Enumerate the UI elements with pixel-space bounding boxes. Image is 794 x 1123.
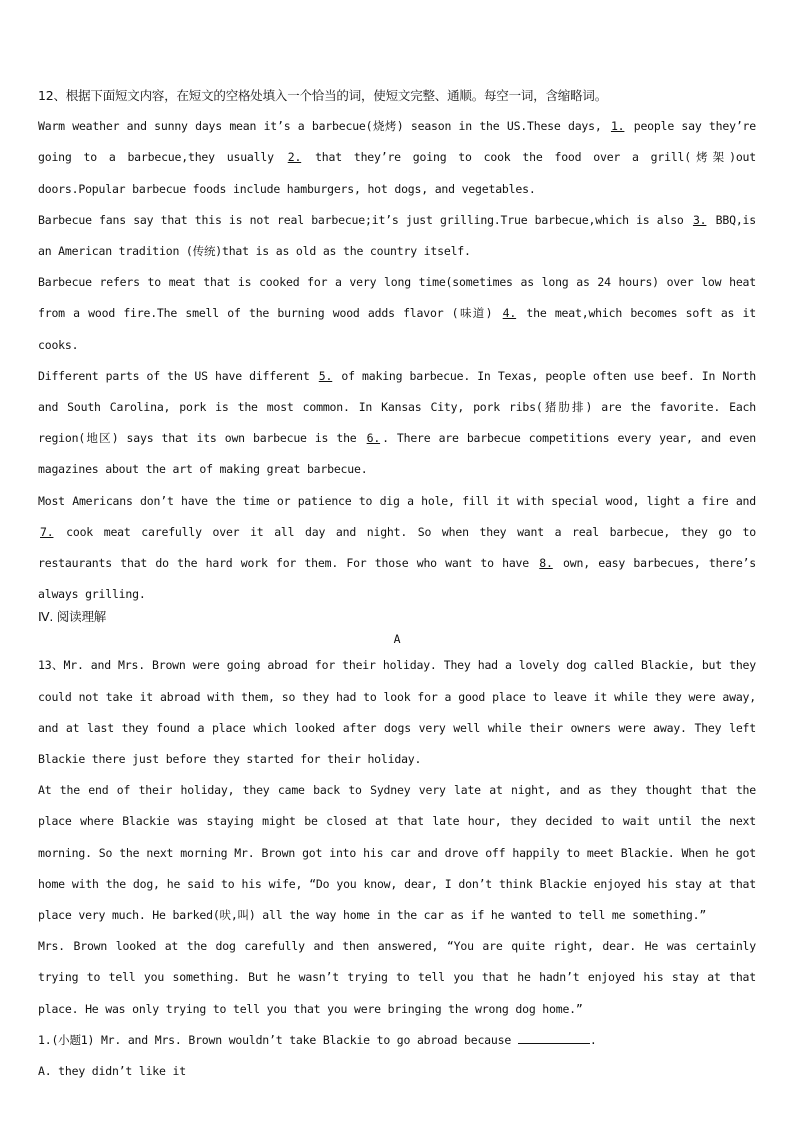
part-label: A (393, 632, 401, 647)
q13-paragraph-1: 13、Mr. and Mrs. Brown were going abroad for their holiday. They had a lovely dog called Blackie, but they could not take it abroad with them, so they had to look for a good place to leave it while they were away, and at last they found a place which looked after dogs very well while their owners were away. They left Blackie there just before they started for their holiday. (38, 658, 756, 767)
q12-p2-text-b: BBQ,is an American tradition (传统)that is as old as the country itself. (38, 212, 756, 259)
q12-paragraph-3 (38, 267, 756, 361)
question-1: 1.(小题1) Mr. and Mrs. Brown wouldn’t take Blackie to go abroad because . (38, 1032, 597, 1047)
section-heading: Ⅳ. 阅读理解 (38, 609, 107, 625)
blank-2[interactable]: 2. (287, 150, 302, 165)
answer-blank[interactable] (518, 1031, 590, 1044)
q13-paragraph-3: Mrs. Brown looked at the dog carefully and then answered, “You are quite right, dear. He was certainly trying to tell you something. But he wasn’t trying to tell you that he hadn’t enjoyed his stay at that place. He was only trying to tell you that you were bringing the wrong dog home.” (38, 939, 756, 1016)
q12-p5-text-b: cook meat carefully over it all day and night. So when they want a real barbecue, they go to restaurants that do the hard work for them. For those who want to have (38, 524, 756, 571)
q13-paragraph-2: At the end of their holiday, they came back to Sydney very late at night, and as they thought that the place where Blackie was staying might be closed at that late hour, they decided to wait until the next morning. So the next morning Mr. Brown got into his car and drove off happily to meet Blackie. When he got home with the dog, he said to his wife, “Do you know, dear, I don’t think Blackie enjoyed his stay at that place very much. He barked(吠,叫) all the way home in the car as if he wanted to tell me something.” (38, 783, 756, 923)
document-page (38, 80, 756, 1087)
q12-paragraph-2 (38, 205, 756, 267)
q12-p3-text-b: the meat,which becomes soft as it cooks. (38, 306, 756, 352)
q12-p4-text-a: Different parts of the US have different (38, 368, 310, 383)
blank-4[interactable]: 4. (502, 306, 517, 321)
blank-6[interactable]: 6. (366, 431, 381, 446)
q12-p1-text-b: people say they’re going to a barbecue,they usually (38, 119, 756, 165)
q12-paragraph-1 (38, 111, 756, 205)
q12-p2-text-a: Barbecue fans say that this is not real barbecue;it’s just grilling.True barbecue,which is also (38, 212, 684, 227)
question-1-text: 1.(小题1) Mr. and Mrs. Brown wouldn’t take Blackie to go abroad because (38, 1032, 512, 1047)
q12-p5-text-a: Most Americans don’t have the time or patience to dig a hole, fill it with special wood, light a fire and (38, 493, 756, 508)
q12-p3-text-a: Barbecue refers to meat that is cooked for a very long time(sometimes as long as 24 hours) over low heat from a wood fire.The smell of the burning wood adds flavor (味道) (38, 275, 756, 321)
blank-8[interactable]: 8. (539, 556, 553, 571)
q12-p4-text-b: of making barbecue. In Texas, people often use beef. In North and South Carolina, pork is the most common. In Kansas City, pork ribs(猪肋排) are the favorite. Each region(地区) says that its own barbecue is the (38, 368, 756, 446)
option-a[interactable]: A. they didn’t like it (38, 1064, 186, 1079)
q12-p1-text-a: Warm weather and sunny days mean it’s a barbecue(烧烤) season in the US.These days, (38, 119, 602, 134)
q12-paragraph-5 (38, 486, 756, 611)
question-12-title: 12、根据下面短文内容，在短文的空格处填入一个恰当的词，使短文完整、通顺。每空一词，含缩略词。 (38, 88, 608, 103)
blank-7[interactable]: 7. (40, 524, 54, 539)
q12-p1-text-c: that they’re going to cook the food over a grill(烤架)out doors.Popular barbecue foods include hamburgers, hot dogs, and vegetables. (38, 150, 756, 196)
blank-1[interactable]: 1. (610, 119, 625, 134)
q12-p4-text-c: . There are barbecue competitions every year, and even magazines about the art of making great barbecue. (38, 431, 756, 477)
blank-5[interactable]: 5. (318, 368, 333, 383)
q12-p5-text-c: own, easy barbecues, there’s always grilling. (38, 556, 757, 602)
blank-3[interactable]: 3. (692, 212, 707, 227)
q12-paragraph-4 (38, 361, 756, 486)
